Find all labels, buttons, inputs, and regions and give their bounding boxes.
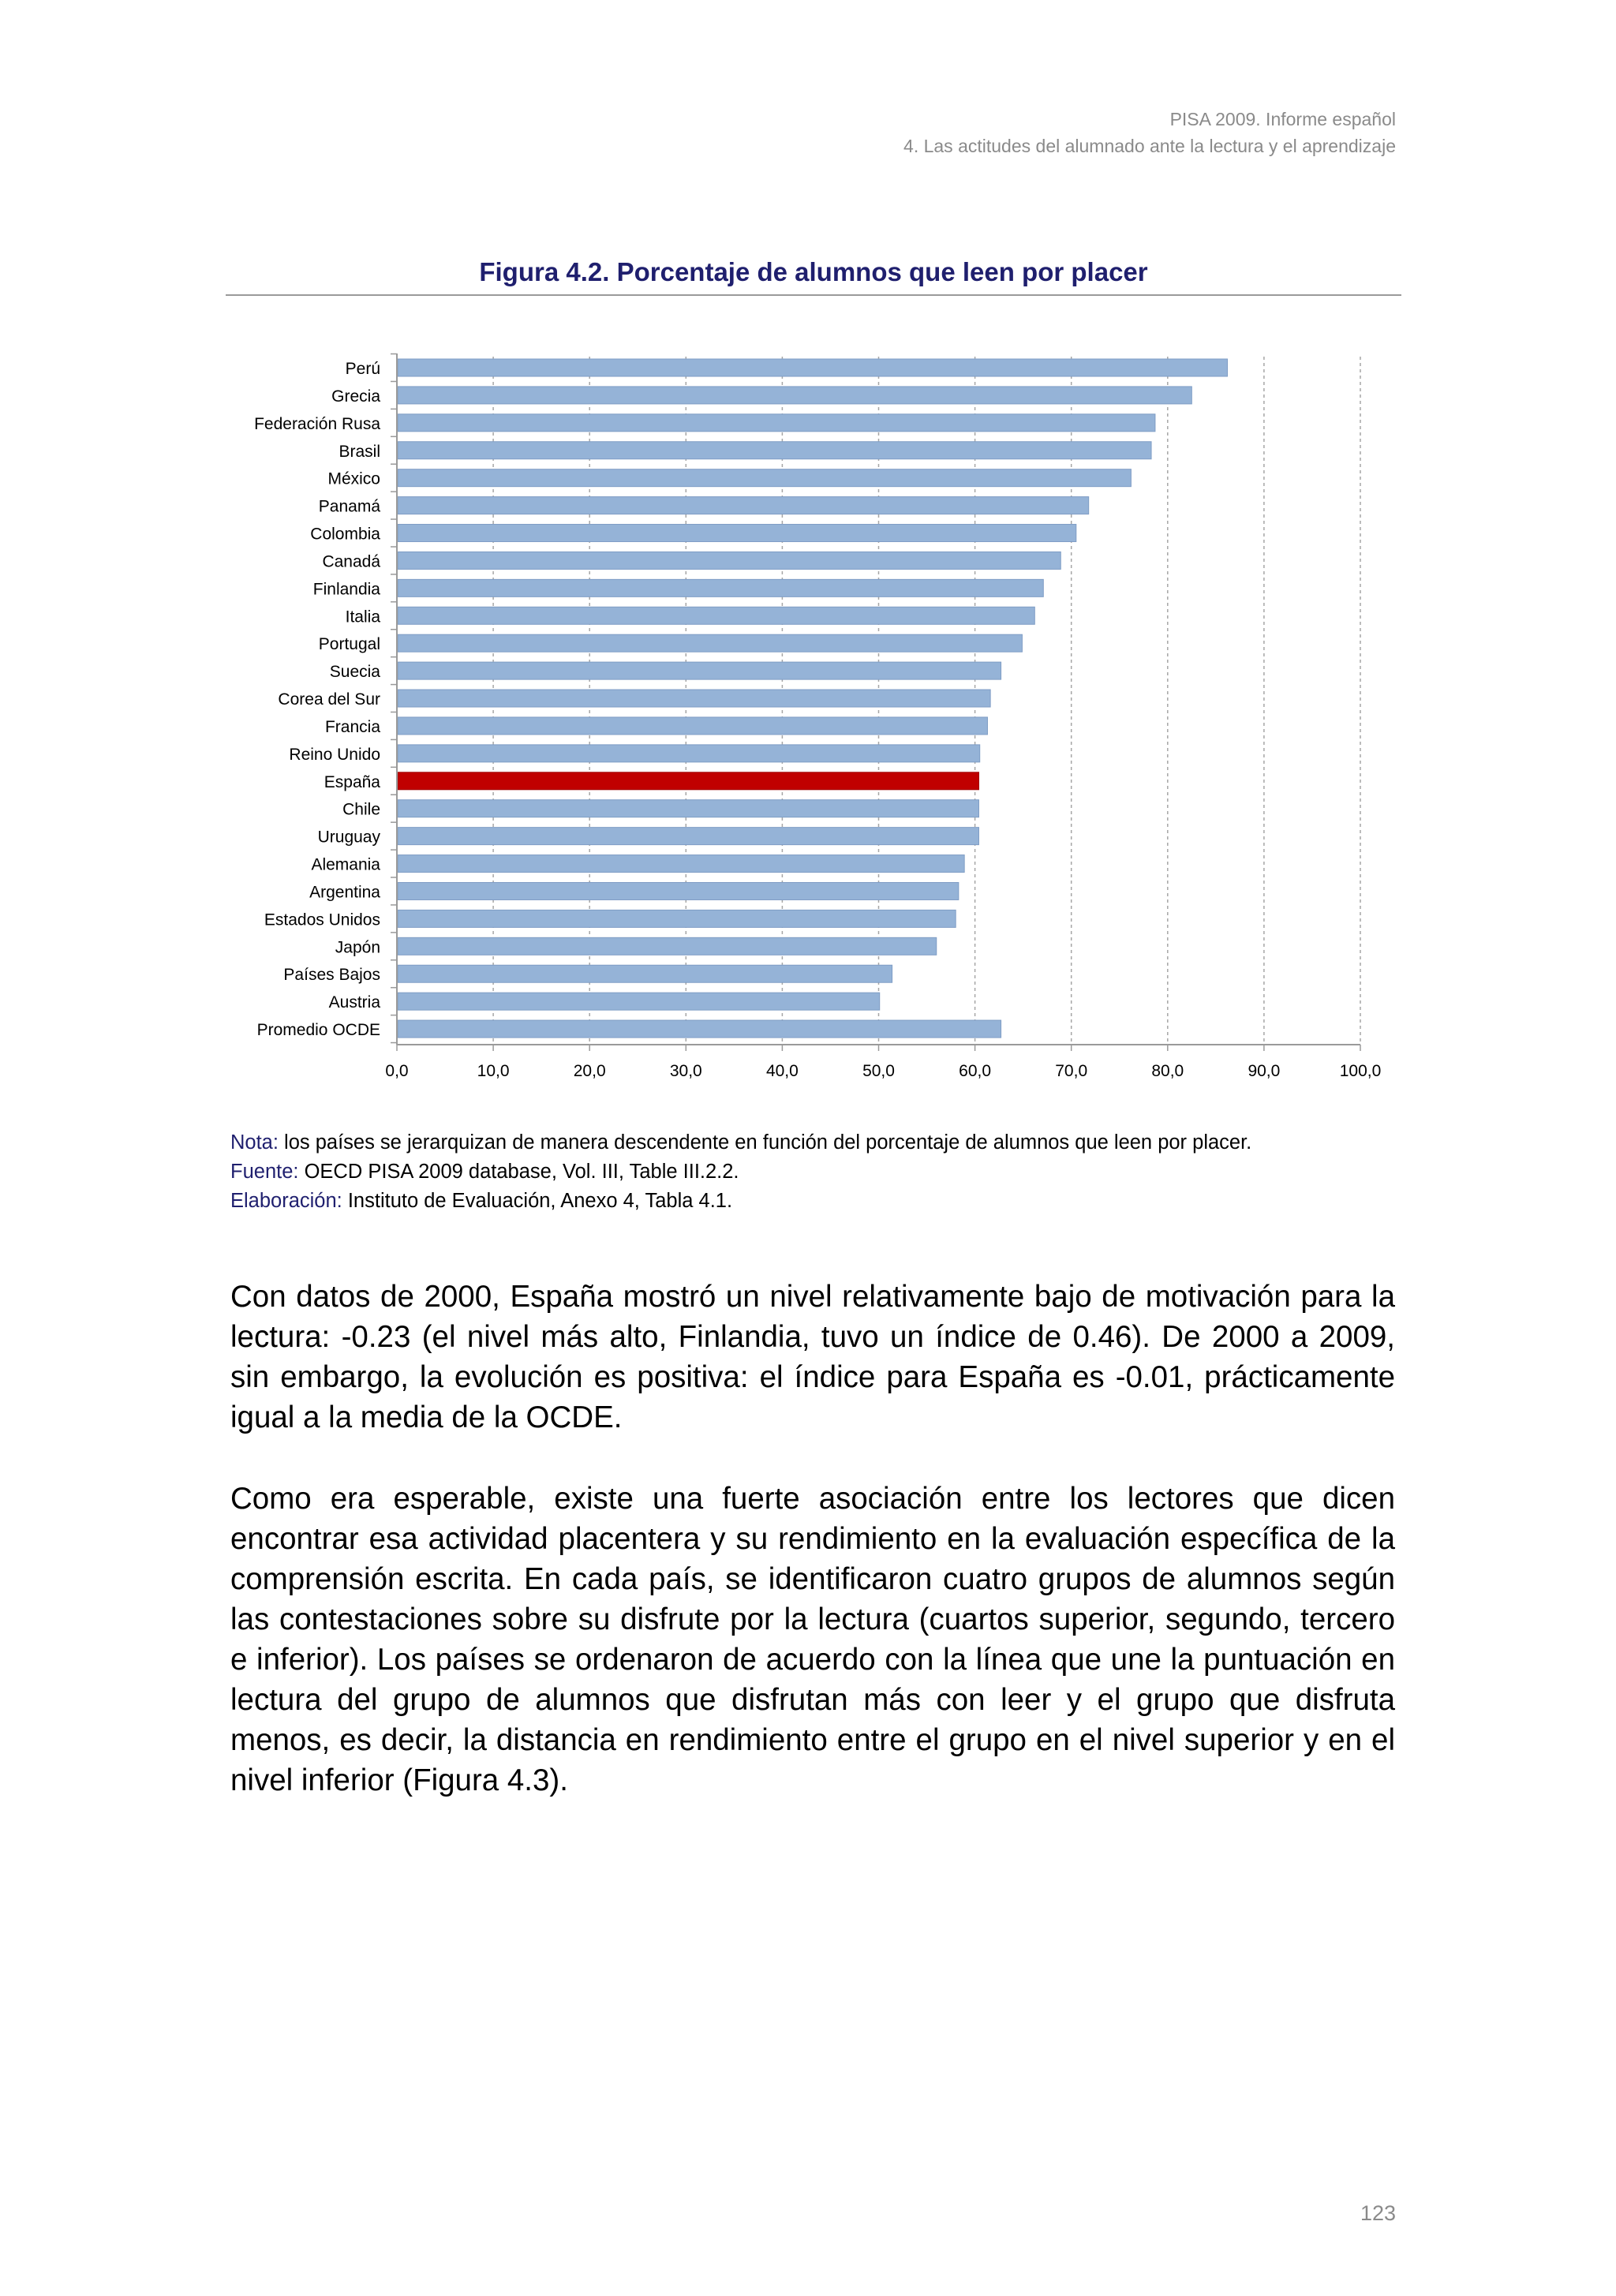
bar-japon <box>398 937 937 955</box>
category-label: Francia <box>324 717 380 736</box>
category-label: México <box>327 469 380 488</box>
body-paragraph-1: Con datos de 2000, España mostró un nivel relativamente bajo de motivación para la lectura: -0.23 (el nivel más alto, Finlandia, tuvo un índice de 0.46). De 2000 a 2009, sin embargo, la evolución es positiva: el índice para España es -0.01, prácticamente igual a la media de la OCDE. <box>230 1280 1395 1434</box>
bar-corea-del-sur <box>398 690 990 707</box>
bar-reino-unido <box>398 745 980 762</box>
bar-panama <box>398 497 1089 514</box>
category-label: Alemania <box>311 855 380 874</box>
x-tick-label: 20,0 <box>573 1062 606 1080</box>
bar-brasil <box>398 442 1151 459</box>
x-tick-label: 40,0 <box>765 1062 799 1080</box>
note-label: Nota: <box>230 1131 279 1154</box>
category-label: Suecia <box>329 663 380 682</box>
category-label: Federación Rusa <box>254 414 380 433</box>
bar-federacion-rusa <box>398 414 1155 432</box>
x-tick-label: 0,0 <box>385 1062 409 1080</box>
bar-uruguay <box>398 828 978 845</box>
category-label: Grecia <box>331 387 380 406</box>
category-label: España <box>324 772 380 791</box>
bar-alemania <box>398 855 964 873</box>
x-tick-label: 70,0 <box>1055 1062 1088 1080</box>
category-label: Promedio OCDE <box>256 1021 380 1040</box>
header-line-1: PISA 2009. Informe español <box>1169 109 1396 129</box>
source-line <box>230 1157 1251 1187</box>
x-tick-label: 10,0 <box>477 1062 510 1080</box>
bar-canada <box>398 552 1060 569</box>
elaboration-line <box>230 1187 1251 1216</box>
elaboration-label: Elaboración: <box>230 1190 342 1212</box>
bar-mexico <box>398 469 1131 487</box>
category-label: Argentina <box>309 883 380 902</box>
source-label: Fuente: <box>230 1161 299 1183</box>
bar-chile <box>398 800 978 817</box>
source-text: OECD PISA 2009 database, Vol. III, Table III.2.2. <box>298 1161 739 1183</box>
bar-colombia <box>398 525 1076 542</box>
figure-title: Figura 4.2. Porcentaje de alumnos que leen por placer <box>479 257 1148 286</box>
category-label: Estados Unidos <box>264 911 380 929</box>
bar-suecia <box>398 662 1001 679</box>
bar-promedio-ocde <box>398 1020 1001 1038</box>
x-tick-label: 60,0 <box>959 1062 992 1080</box>
x-tick-label: 50,0 <box>862 1062 895 1080</box>
note-text: los países se jerarquizan de manera descendente en función del porcentaje de alumnos que leen por placer. <box>278 1131 1252 1154</box>
bar-francia <box>398 717 987 735</box>
category-label: Finlandia <box>312 580 380 599</box>
figure-notes <box>230 1128 1251 1216</box>
bar-finlandia <box>398 579 1043 596</box>
elaboration-text: Instituto de Evaluación, Anexo 4, Tabla 4.1. <box>342 1190 733 1212</box>
category-label: Japón <box>335 938 380 957</box>
category-label: Panamá <box>318 497 380 516</box>
x-tick-label: 100,0 <box>1339 1062 1382 1080</box>
bar-austria <box>398 993 880 1010</box>
category-label: Portugal <box>318 635 380 654</box>
note-line <box>230 1128 1251 1157</box>
bar-portugal <box>398 634 1022 652</box>
category-label: Canadá <box>322 552 380 571</box>
category-label: Colombia <box>310 525 380 544</box>
category-label: Brasil <box>339 442 380 461</box>
category-label: Austria <box>328 993 380 1012</box>
category-label: Italia <box>345 608 380 626</box>
x-tick-label: 80,0 <box>1151 1062 1184 1080</box>
bar-espana <box>398 772 978 790</box>
page-number: 123 <box>1360 2201 1396 2225</box>
bar-grecia <box>398 387 1191 404</box>
category-label: Uruguay <box>317 828 380 847</box>
bar-peru <box>398 359 1228 376</box>
body-paragraph-2: Como era esperable, existe una fuerte asociación entre los lectores que dicen encontrar esa actividad placentera y su rendimiento en la evaluación específica de la comprensión escrita. En cada país, se identificaron cuatro grupos de alumnos según las contestaciones sobre su disfrute por la lectura (cuartos superior, segundo, tercero e inferior). Los países se ordenaron de acuerdo con la línea que une la puntuación en lectura del grupo de alumnos que disfrutan más con leer y el grupo que disfruta menos, es decir, la distancia en rendimiento entre el grupo en el nivel superior y en el nivel inferior (Figura 4.3). <box>230 1482 1395 1797</box>
x-tick-label: 90,0 <box>1248 1062 1281 1080</box>
bar-italia <box>398 607 1034 624</box>
bar-chart <box>0 0 1616 1105</box>
category-label: Perú <box>345 360 380 378</box>
category-label: Países Bajos <box>283 966 380 985</box>
category-label: Corea del Sur <box>278 690 380 709</box>
bar-estados-unidos <box>398 910 956 927</box>
bar-paises-bajos <box>398 965 892 982</box>
x-tick-label: 30,0 <box>669 1062 702 1080</box>
category-label: Chile <box>342 800 380 819</box>
header-line-2: 4. Las actitudes del alumnado ante la lectura y el aprendizaje <box>903 136 1396 156</box>
category-label: Reino Unido <box>289 745 380 764</box>
bar-argentina <box>398 882 959 899</box>
